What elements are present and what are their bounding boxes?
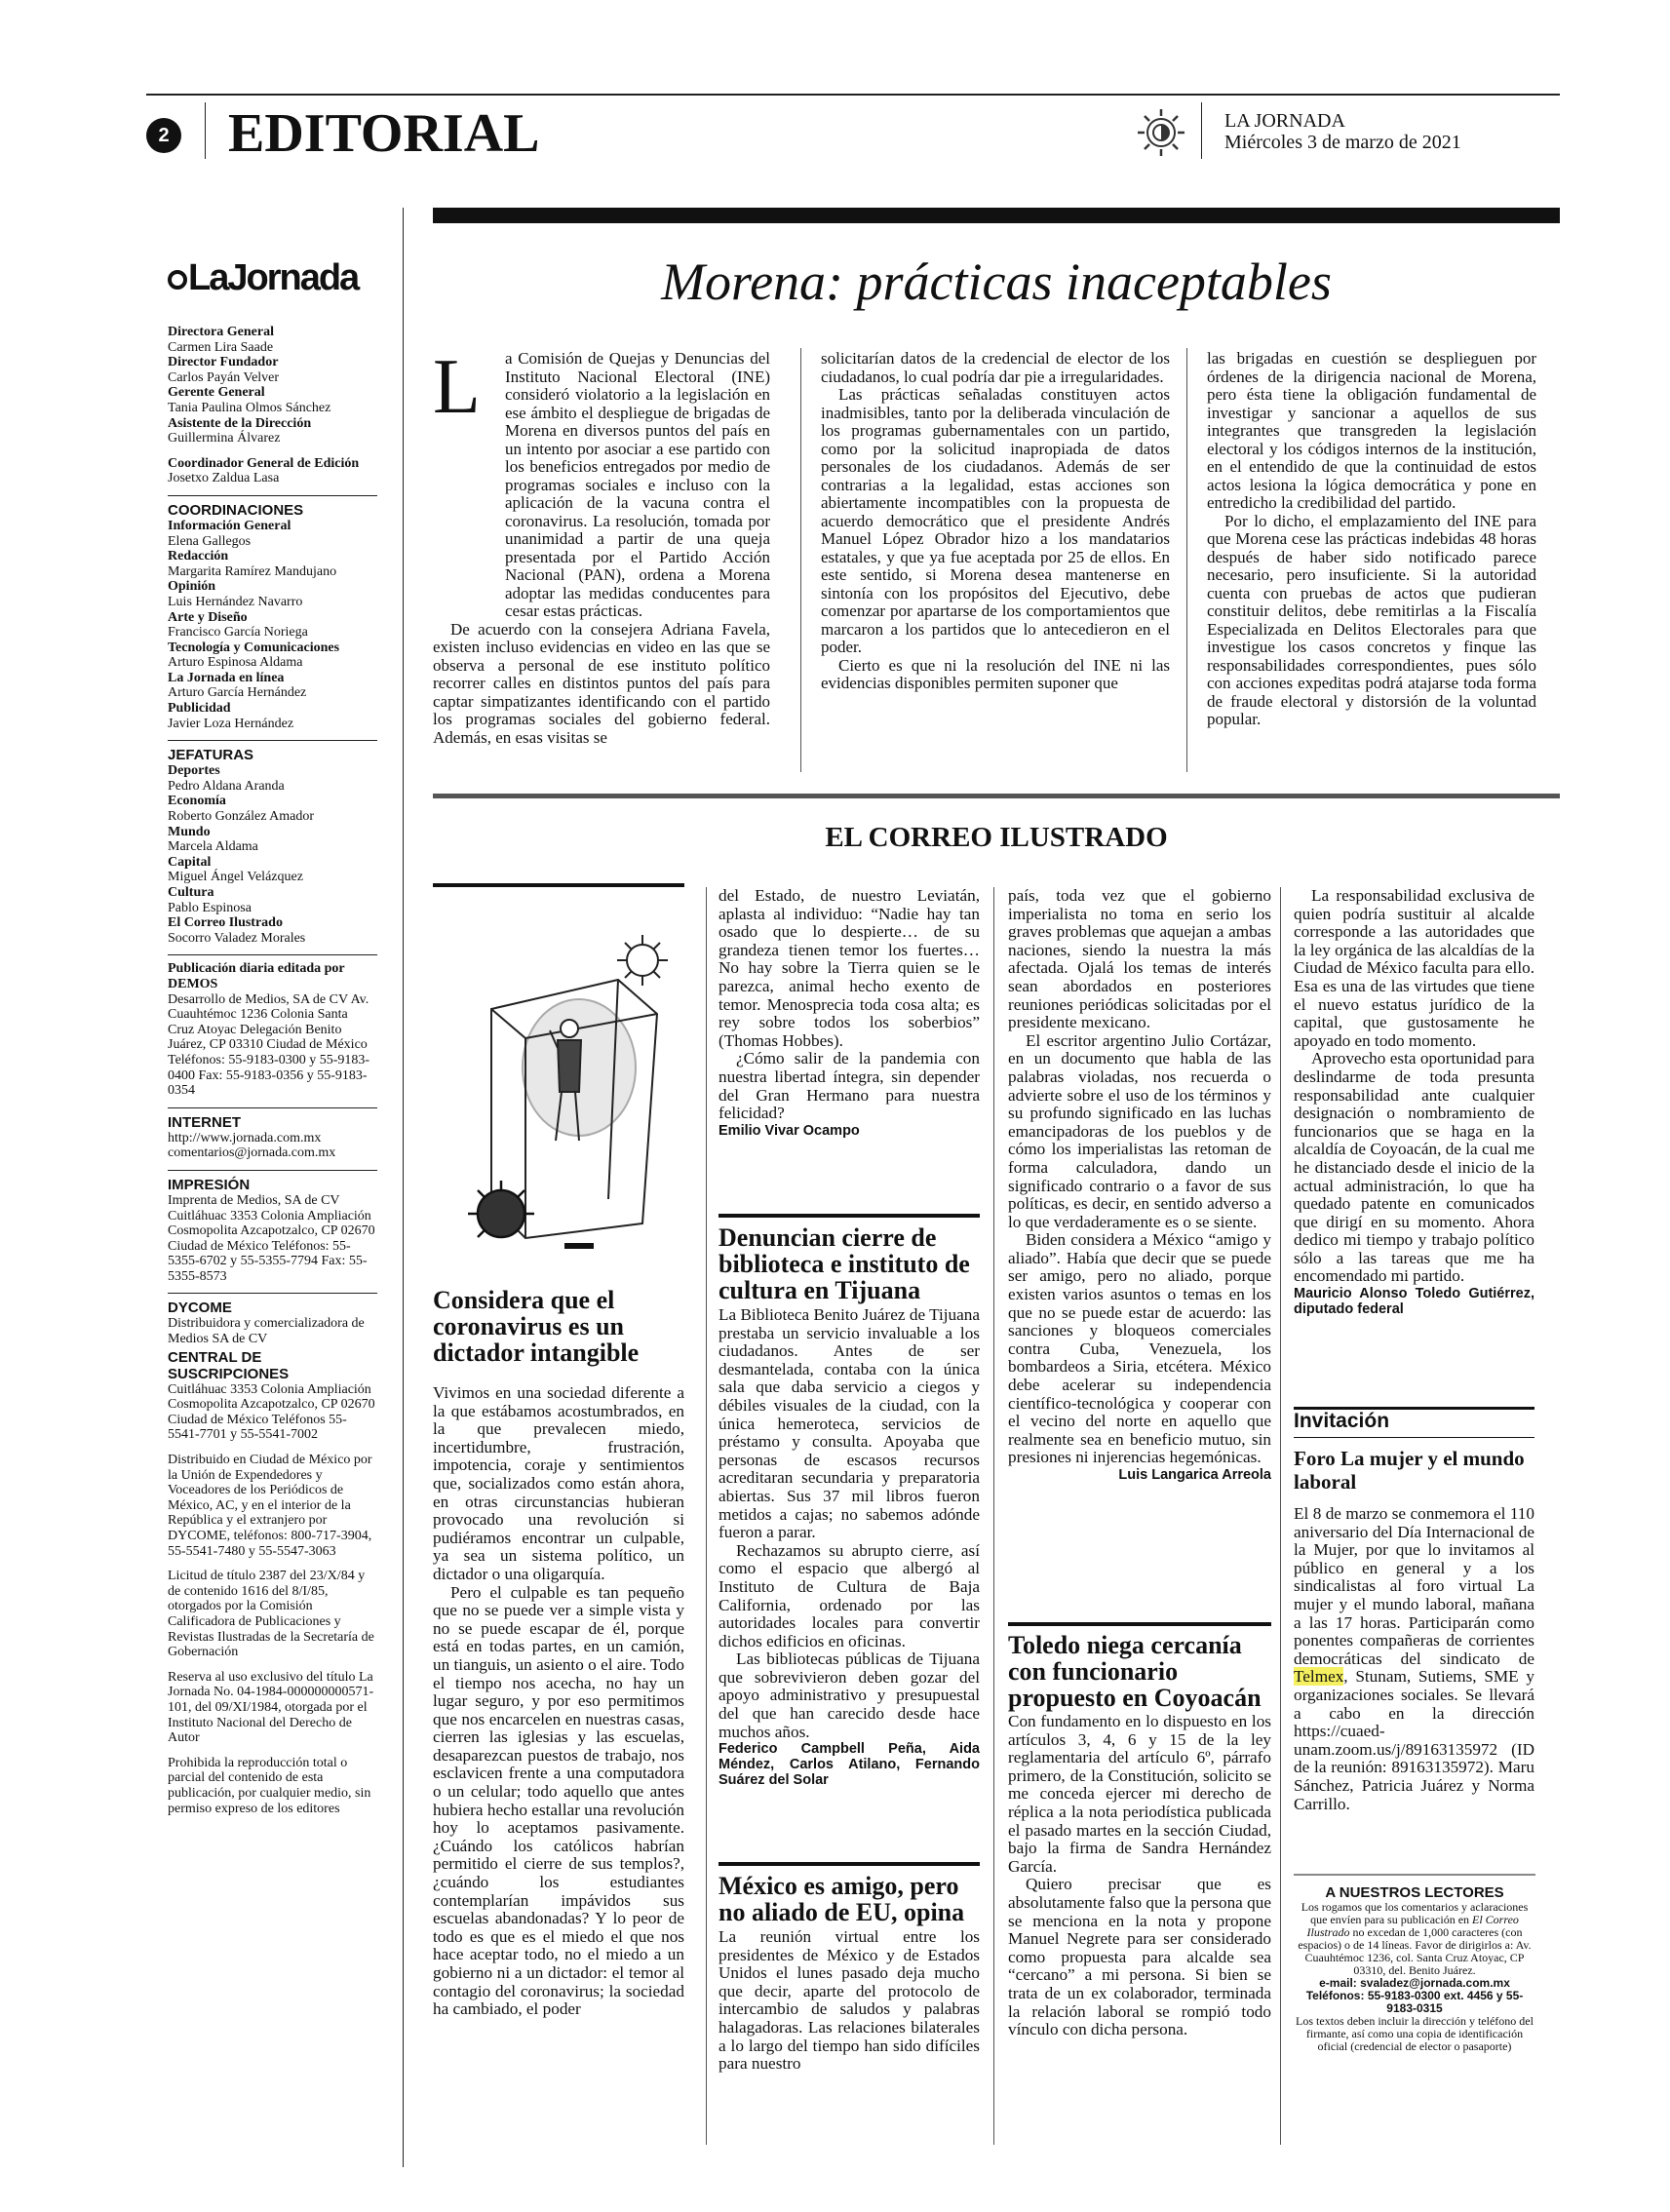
staff-role: Arte y Diseño [168,609,248,625]
paragraph: Pero el culpable es tan pequeño que no se puede ver a simple vista y no se puede escapar de él, porque está en todas partes, en un camión, un tianguis, un asiento o el aire. Todo el tiempo nos acecha, no hay un lugar seguro, y por eso permitimos que nos encarcelen en nuestras casas, cierren las iglesias y las escuelas, desaparezcan puestos de trabajo, nos esclavicen frente a una computadora o un celular; todo aquello que antes hubiera hecho estallar una revolución hoy lo aceptamos pasivamente. ¿Cuándo los católicos habrían permitido el cierre de sus templos?, ¿cuándo los estudiantes contemplarían impávidos sus escuelas abandonadas? Y lo peor de todo es que es el miedo el que nos hace aceptar todo, no el miedo a un gobierno ni a un dictador: el temor al contagio del coronavirus; la sociedad ha cambiado, el poder [433,1582,684,2019]
readers-notice-italic: El Correo Ilustrado [1306,1913,1519,1939]
staff-name: Arturo Espinosa Aldama [168,655,303,671]
paragraph: solicitarían datos de la credencial de elector de los ciudadanos, lo cual podría dar pie a irregularidades. [821,349,1170,386]
invitation-headline: Foro La mujer y el mundo laboral [1294,1447,1525,1494]
staff-role: Cultura [168,885,214,900]
letter-column [718,1306,980,1788]
staff-name: Pedro Aldana Aranda [168,778,285,794]
issue-date: Miércoles 3 de marzo de 2021 [1224,132,1461,153]
staff-name: Luis Hernández Navarro [168,594,303,609]
invitation-label: Invitación [1294,1410,1390,1432]
rule [1294,1437,1534,1438]
invitation-text: , Stunam, Sutiems, SME y organizaciones sociales. Se llevará a cabo en la dirección https://cuaed-unam.zoom.us/j/89163135972 (ID de la reunión: 89163135972). Maru Sánchez, Patricia Juárez y Norma Carrillo. [1294,1667,1534,1813]
letter-signature: Federico Campbell Peña, Aida Méndez, Carlos Atilano, Fernando Suárez del Solar [718,1741,980,1789]
paragraph: Las prácticas señaladas constituyen actos inadmisibles, tanto por la deliberada vinculación de los programas gubernamentales con un partido, como por la solicitud inapropiada de datos personales de los ciudadanos. Además de ser contrarias a la legalidad, estas acciones son abiertamente incompatibles con la propuesta de acuerdo democrático que el presidente Andrés Manuel López Obrador hizo a los mandatarios estatales, y que ya fue aceptada por 25 de ellos. En este sentido, si Morena desea mantenerse en sintonía con los propósitos del Ejecutivo, debe comenzar por apartarse de los comportamientos que marcaron a los partidos que lo antecedieron en el poder. [821,385,1170,656]
paragraph: Con fundamento en lo dispuesto en los artículos 3, 4, 6 y 15 de la ley reglamentaria del artículo 6º, párrafo primero, de la Constitución, solicito se me conceda ejercer mi derecho de réplica a la nota periodística publicada el pasado martes en la sección Ciudad, bajo la firma de Sandra Hernández García. [1008,1712,1271,1876]
staff-role: Opinión [168,579,216,595]
letter-headline: Considera que el coronavirus es un dictador intangible [433,1286,640,1367]
rule [718,1862,980,1866]
masthead-credits [168,325,377,1816]
staff-name: Arturo García Hernández [168,685,307,701]
paragraph: país, toda vez que el gobierno imperialista no toma en serio los graves problemas que aquejan a ambas naciones, siendo la nuestra la más afectada. Ojalá los temas de interés sean abordados en posteriores reuniones periódicas solicitadas por el presidente mexicano. [1008,886,1271,1032]
rule [1008,1622,1271,1626]
paper-dateline [1224,110,1461,153]
readers-notice-text: Los textos deben incluir la dirección y teléfono del firmante, así como una copia de identificación oficial (credencial de elector o pasaporte) [1296,2014,1534,2053]
jefaturas-label: JEFATURAS [168,740,377,763]
paragraph: Quiero precisar que es absolutamente falso que la persona que se menciona en la nota y propone Manuel Negrete para ser considerado como propuesta para alcalde sea “cercano” a mi persona. Si bien se trata de un ex colaborador, terminada la relación laboral se rompió todo vínculo con dicha persona. [1008,1875,1271,2039]
letter-headline: Denuncian cierre de biblioteca e instituto de cultura en Tijuana [718,1223,970,1304]
editorial-title: Morena: prácticas inaceptables [661,252,1332,311]
staff-name: Marcela Aldama [168,839,258,855]
rule [718,1214,980,1218]
page-number: 2 [146,118,181,153]
staff-name: Javier Loza Hernández [168,716,294,731]
staff-role: Redacción [168,549,229,564]
dycome-label: DYCOME [168,1293,377,1316]
column-rule [1186,348,1187,772]
correo-section-title: EL CORREO ILUSTRADO [825,822,1168,853]
highlighted-text: Telmex [1294,1667,1344,1687]
staff-role: Gerente General [168,385,265,401]
staff-role: Tecnología y Comunicaciones [168,640,340,655]
section-title: EDITORIAL [228,103,540,164]
letter-column [433,1384,684,2019]
letter-signature: Mauricio Alonso Toledo Gutiérrez, diputado federal [1294,1286,1534,1318]
letter-signature: Luis Langarica Arreola [1118,1467,1271,1483]
paragraph: De acuerdo con la consejera Adriana Favela, existen incluso evidencias en video en las que se observa a personal de ese instituto político recorrer calles en distintos puntos del país para captar simpatizantes identificando con el partido los programas sociales del gobierno federal. Además, en esas visitas se [433,619,770,747]
staff-role: Mundo [168,824,211,839]
staff-name: Pablo Espinosa [168,900,252,915]
masthead-logo [168,257,358,299]
paragraph: Aprovecho esta oportunidad para deslindarme de toda presunta responsabilidad ante cualquier designación o nombramiento de funcionarios que se haga en la alcaldía de Coyoacán, de la cual me he distanciado desde el inicio de la actual administración, lo que ha quedado patente en comunicados que dirigí en su momento. Ahora dedico mi tiempo y trabajo político sólo a las tareas que me ha encomendado mi partido. [1294,1049,1534,1286]
impresion-text: Imprenta de Medios, SA de CV Cuitláhuac 3353 Colonia Ampliación Cosmopolita Azcapotzalco, CP 02670 Ciudad de México Teléfonos: 55-5355-6702 y 55-5355-7794 Fax: 55-5355-8573 [168,1192,375,1284]
column-rule [993,887,994,2145]
paragraph: Rechazamos su abrupto cierre, así como el espacio que albergó al Instituto de Cultura de Baja California, ordenado por las autoridades locales para convertir dichos edificios en oficinas. [718,1540,980,1650]
letter-column [718,887,980,1139]
editorial-bottom-bar [433,794,1560,798]
header-divider-2 [1201,102,1202,159]
staff-role: Economía [168,794,226,809]
paragraph: La reunión virtual entre los presidentes de México y de Estados Unidos el lunes pasado deja mucho que decir, aparte del protocolo de intercambio de saludos y palabras halagadoras. Las relaciones bilaterales a lo largo del tiempo han sido difíciles para nuestro [718,1927,980,2074]
editorial-column-3 [1207,350,1536,729]
readers-notice-text: no excedan de 1,000 caracteres (con espacios) o de 14 líneas. Favor de dirigirlos a: Av. Cuauhtémoc 1236, col. Santa Cruz Atoyac, CP 03310, del. Benito Juárez. [1298,1925,1532,1977]
internet-label: INTERNET [168,1107,377,1131]
column-rule [706,887,707,2145]
letter-signature: Emilio Vivar Ocampo [718,1122,860,1139]
paper-name: LA JORNADA [1224,110,1345,132]
editorial-top-bar [433,208,1560,223]
internet-text: http://www.jornada.com.mx comentarios@jornada.com.mx [168,1130,336,1161]
paragraph: La responsabilidad exclusiva de quien podría sustituir al alcalde corresponde a las autoridades que la ley orgánica de las alcaldías de la Ciudad de México faculta para ello. Esa es una de las virtudes que tiene el nuevo estatus jurídico de la capital, que gustosamente he apoyado en todo momento. [1294,886,1534,1050]
publicacion-text: Desarrollo de Medios, SA de CV Av. Cuauhtémoc 1236 Colonia Santa Cruz Atoyac Delegación Benito Juárez, CP 03310 Ciudad de México Teléfonos: 55-9183-0300 y 55-9183-0400 Fax: 55-9183-0356 y 55-9183-0354 [168,991,370,1099]
staff-name: Francisco García Noriega [168,625,308,640]
staff-role: Asistente de la Dirección [168,415,312,431]
paragraph: Vivimos en una sociedad diferente a la que estábamos acostumbrados, en la que prevalecen miedo, incertidumbre, frustración, impotencia, coraje y sentimientos que, socializados como están ahora, en otras circunstancias hubieran provocado una revolución si pudiéramos encontrar un culpable, ya sea un sistema político, un dictador o una oligarquía. [433,1383,684,1583]
paragraph: Cierto es que ni la resolución del INE ni las evidencias disponibles permiten suponer que [821,655,1170,692]
editorial-column-1 [433,344,770,747]
staff-name: Roberto González Amador [168,809,315,825]
staff-role: Capital [168,854,212,870]
top-rule [146,94,1560,96]
staff-role: El Correo Ilustrado [168,915,283,931]
impresion-label: IMPRESIÓN [168,1170,377,1193]
staff-name: Socorro Valadez Morales [168,930,306,946]
licitud-text: Licitud de título 2387 del 23/X/84 y de contenido 1616 del 8/I/85, otorgados por la Comisión Calificadora de Publicaciones y Revistas Ilustradas de la Secretaría de Gobernación [168,1569,374,1660]
reserva-text: Reserva al uso exclusivo del título La Jornada No. 04-1984-000000000571-101, del 09/XI/1984, otorgada por el Instituto Nacional del Derecho de Autor [168,1669,374,1746]
paragraph: Las bibliotecas públicas de Tijuana que sobrevivieron deben gozar del apoyo administrativo y presupuestal del que han carecido desde hace muchos años. [718,1649,980,1741]
letter-column [718,1928,980,2074]
paragraph: del Estado, de nuestro Leviatán, aplasta al individuo: “Nadie hay tan osado que lo despierte… de su grandeza tienen temor los fuertes… No hay sobre la Tierra quien se le parezca, animal hecho exento de temor. Menosprecia toda cosa alta; es rey sobre todos los soberbios” (Thomas Hobbes). [718,886,980,1050]
paragraph: Por lo dicho, el emplazamiento del INE para que Morena cese las prácticas indebidas 48 horas después de haber sido notificado parece necesario, pero insuficiente. Si la autoridad cuenta con pruebas de actos que pudieran constituir delitos, debe remitirlas a la Fiscalía Especializada en Delitos Electorales para que investigue los casos concretos y finque las responsabilidades correspondientes, pues sólo con acciones expeditas podrá atajarse toda forma de fraude electoral y distorsión de la voluntad popular. [1207,511,1536,728]
drop-cap: L [433,344,481,430]
staff-role: Coordinador General de Edición [168,455,360,471]
dycome-text: Distribuidora y comercializadora de Medios SA de CV [168,1316,365,1347]
paragraph: Biden considera a México “amigo y aliado”. Había que decir que se puede ser amigo, pero no aliado, porque existen varios asuntos o temas en los que no se puede estar de acuerdo: las sanciones y bloqueos comerciales contra Cuba, Venezuela, los bombardeos a Siria, etcétera. México debe acelerar su independencia científico-tecnológica y cooperar con el vecino del norte en aquello que realmente sea en beneficio mutuo, sin presiones ni injerencias hegemónicas. [1008,1230,1271,1467]
letter-headline: Toledo niega cercanía con funcionario propuesto en Coyoacán [1008,1631,1262,1712]
rule [433,883,684,887]
paragraph: a Comisión de Quejas y Denuncias del Instituto Nacional Electoral (INE) consideró violatorio a la legislación en ese ámbito el despliegue de brigadas de Morena en diversos puntos del país en un intento por asociar a ese partido con los beneficios entregados por medio de programas sociales e incluso con la aplicación de la vacuna contra el coronavirus. La resolución, tomada por unanimidad a partir de una queja presentada por el Partido Acción Nacional (PAN), ordena a Morena adoptar las medidas conducentes para cesar estas prácticas. [505,349,770,620]
column-rule [403,208,404,2167]
readers-notice-title: A NUESTROS LECTORES [1325,1884,1504,1901]
staff-name: Miguel Ángel Velázquez [168,870,303,885]
letter-column [1008,1713,1271,2039]
suscripciones-text: Cuitláhuac 3353 Colonia Ampliación Cosmopolita Azcapotzalco, CP 02670 Ciudad de México Teléfonos 55-5541-7701 y 55-5541-7002 [168,1381,375,1443]
staff-name: Tania Paulina Olmos Sánchez [168,400,331,415]
staff-role: La Jornada en línea [168,670,285,685]
suscripciones-label: CENTRAL DE SUSCRIPCIONES [168,1348,290,1382]
prohibida-text: Prohibida la reproducción total o parcial del contenido de esta publicación, por cualquier medio, sin permiso expreso de los editores [168,1755,371,1816]
staff-role: Información General [168,518,291,533]
publicacion-label: Publicación diaria editada por DEMOS [168,961,345,991]
staff-name: Carmen Lira Saade [168,339,274,355]
coordinaciones-label: COORDINACIONES [168,495,377,519]
staff-role: Director Fundador [168,355,279,370]
readers-notice-phones: Teléfonos: 55-9183-0300 ext. 4456 y 55-9183-0315 [1305,1989,1524,2015]
masthead-logo-text: LaJornada [188,257,359,298]
editorial-column-2 [821,350,1170,693]
rule [1294,1874,1535,1876]
logo-dot-icon [168,270,187,290]
letter-headline: México es amigo, pero no aliado de EU, opina [718,1872,965,1926]
invitation-body [1294,1505,1534,1813]
staff-name: Elena Gallegos [168,533,252,549]
staff-role: Publicidad [168,701,231,717]
paragraph: ¿Cómo salir de la pandemia con nuestra libertad íntegra, sin depender del Gran Hermano para nuestra felicidad? [718,1049,980,1123]
readers-notice-text: Los rogamos que los comentarios y aclaraciones que envíen para su publicación en [1301,1900,1529,1926]
staff-name: Margarita Ramírez Mandujano [168,563,337,579]
column-rule [1280,887,1281,2145]
paragraph: La Biblioteca Benito Juárez de Tijuana prestaba un servicio invaluable a los ciudadanos. Antes de ser desmantelada, contaba con la única sala que daba servicio a ciegos y débiles visuales de la ciudad, con la única hemeroteca, servicios de préstamo y consulta. Apoyaba que personas de escasos recursos acreditaran secundaria y preparatoria abiertas. Sus 37 mil libros fueron metidos a cajas; no sabemos adónde fueron a parar. [718,1305,980,1542]
readers-notice-email: e-mail: svaladez@jornada.com.mx [1319,1976,1510,1990]
invitation-text: El 8 de marzo se conmemora el 110 aniversario del Día Internacional de la Mujer, por que lo invitamos al público en general y a los sindicalistas al foro virtual La mujer y el mundo laboral, mañana a las 17 horas. Participarán como ponentes compañeras de corrientes democráticas del sindicato de [1294,1504,1534,1668]
jornada-sun-logo-icon [1136,107,1186,158]
staff-name: Josetxo Zaldua Lasa [168,471,280,486]
staff-role: Directora General [168,325,274,339]
letter-column [1008,887,1271,1483]
virus-dictator-illustration [433,921,684,1253]
distribuido-text: Distribuido en Ciudad de México por la Unión de Expendedores y Voceadores de los Periódicos de México, AC, y en el interior de la República y el extranjero por DYCOME, teléfonos: 800-717-3904, 55-5541-7480 y 55-5547-3063 [168,1453,372,1559]
staff-role: Deportes [168,763,220,779]
readers-notice [1294,1884,1535,2053]
paragraph: El escritor argentino Julio Cortázar, en un documento que habla de las palabras violadas, nos recuerda o advierte sobre el uso de los términos y su profundo significado en las luchas emancipadoras de los pueblos y de cómo los imperialistas las retoman de forma calculadora, dando un significado contrario o a favor de sus políticas, es decir, en sentido adverso a lo que verdaderamente es o se siente. [1008,1030,1271,1231]
paragraph: las brigadas en cuestión se desplieguen por órdenes de la dirigencia nacional de Morena, pero ésta tiene la obligación fundamental de investigar y sancionar a aquellos de sus integrantes que transgreden la legislación electoral y los códigos internos de la institución, en el entendido de que la continuidad de estos actos lesiona la lógica democrática y pone en entredicho la credibilidad del partido. [1207,349,1536,512]
letter-column [1294,887,1534,1317]
staff-name: Guillermina Álvarez [168,431,281,446]
header-divider [205,102,206,159]
staff-name: Carlos Payán Velver [168,369,280,385]
column-rule [800,348,801,772]
